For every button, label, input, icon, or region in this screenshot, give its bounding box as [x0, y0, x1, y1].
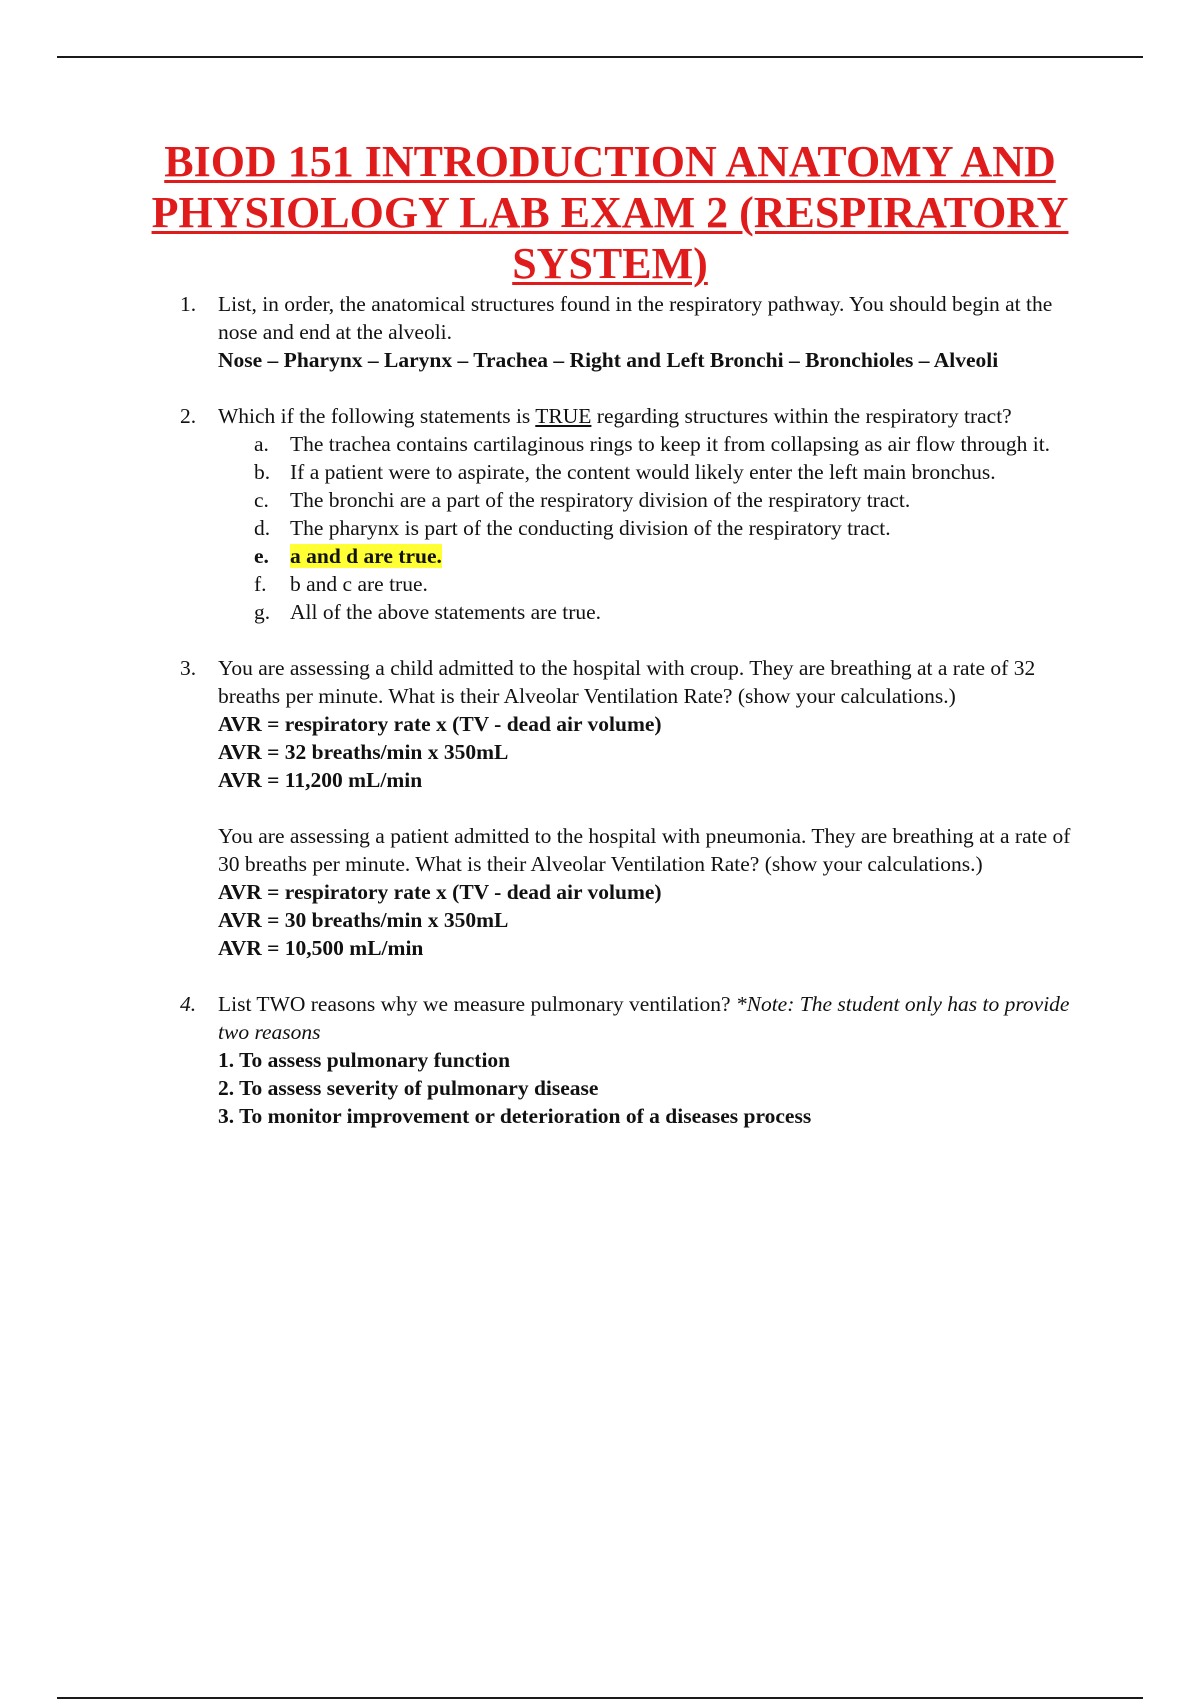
prompt-note: *Note: The student only has to provide two reasons [218, 992, 1070, 1044]
highlighted-answer: a and d are true. [290, 544, 442, 568]
top-rule [57, 56, 1143, 58]
option-text: b and c are true. [290, 572, 428, 596]
option-letter: a. [254, 432, 269, 456]
option-list [218, 430, 1080, 626]
calculation-line: AVR = 10,500 mL/min [218, 936, 424, 960]
option-c [218, 486, 1080, 514]
option-letter: c. [254, 488, 269, 512]
option-g [218, 598, 1080, 626]
answer-item: 1. To assess pulmonary function [218, 1048, 511, 1072]
question-prompt: List, in order, the anatomical structures found in the respiratory pathway. You should begin at the nose and end at the alveoli. [218, 292, 1053, 344]
option-text: The bronchi are a part of the respiratory division of the respiratory tract. [290, 488, 911, 512]
option-letter: b. [254, 460, 271, 484]
question-3 [0, 654, 1200, 962]
option-text: The trachea contains cartilaginous rings to keep it from collapsing as air flow through it. [290, 432, 1051, 456]
option-b [218, 458, 1080, 486]
question-number: 1. [180, 292, 197, 316]
option-d [218, 514, 1080, 542]
question-2 [0, 402, 1200, 626]
prompt-text: regarding structures within the respiratory tract? [591, 404, 1012, 428]
prompt-emphasis: TRUE [535, 404, 592, 428]
option-letter: e. [254, 544, 269, 568]
prompt-text: List TWO reasons why we measure pulmonary ventilation? [218, 992, 736, 1016]
option-letter: d. [254, 516, 271, 540]
question-list [0, 290, 1200, 1130]
calculation-line: AVR = 11,200 mL/min [218, 768, 423, 792]
option-letter: f. [254, 572, 267, 596]
calculation-line: AVR = respiratory rate x (TV - dead air volume) [218, 712, 662, 736]
document-title: BIOD 151 INTRODUCTION ANATOMY AND PHYSIOLOGY LAB EXAM 2 (RESPIRATORY SYSTEM) [151, 137, 1069, 288]
calculation-line: AVR = 30 breaths/min x 350mL [218, 908, 509, 932]
answer-item: 2. To assess severity of pulmonary disease [218, 1076, 599, 1100]
answer-item: 3. To monitor improvement or deterioration of a diseases process [218, 1104, 812, 1128]
spacer [218, 794, 1080, 822]
question-prompt [218, 990, 1080, 1046]
question-number: 3. [180, 656, 197, 680]
answer-text: Nose – Pharynx – Larynx – Trachea – Right and Left Bronchi – Bronchioles – Alveoli [218, 348, 999, 372]
question-number: 4. [180, 992, 197, 1016]
question-prompt: You are assessing a patient admitted to the hospital with pneumonia. They are breathing at a rate of 30 breaths per minute. What is their Alveolar Ventilation Rate? (show your calculations.) [218, 824, 1071, 876]
question-4 [0, 990, 1200, 1130]
option-text: The pharynx is part of the conducting division of the respiratory tract. [290, 516, 891, 540]
question-1 [0, 290, 1200, 374]
option-text: All of the above statements are true. [290, 600, 602, 624]
question-prompt: You are assessing a child admitted to the hospital with croup. They are breathing at a rate of 32 breaths per minute. What is their Alveolar Ventilation Rate? (show your calculations.) [218, 656, 1036, 708]
calculation-line: AVR = 32 breaths/min x 350mL [218, 740, 509, 764]
prompt-text: Which if the following statements is [218, 404, 536, 428]
calculation-line: AVR = respiratory rate x (TV - dead air volume) [218, 880, 662, 904]
bottom-rule [57, 1697, 1143, 1699]
option-text: If a patient were to aspirate, the content would likely enter the left main bronchus. [290, 460, 996, 484]
option-e-correct [218, 542, 1080, 570]
option-a [218, 430, 1080, 458]
option-letter: g. [254, 600, 271, 624]
option-f [218, 570, 1080, 598]
question-number: 2. [180, 404, 197, 428]
question-prompt [218, 402, 1080, 430]
